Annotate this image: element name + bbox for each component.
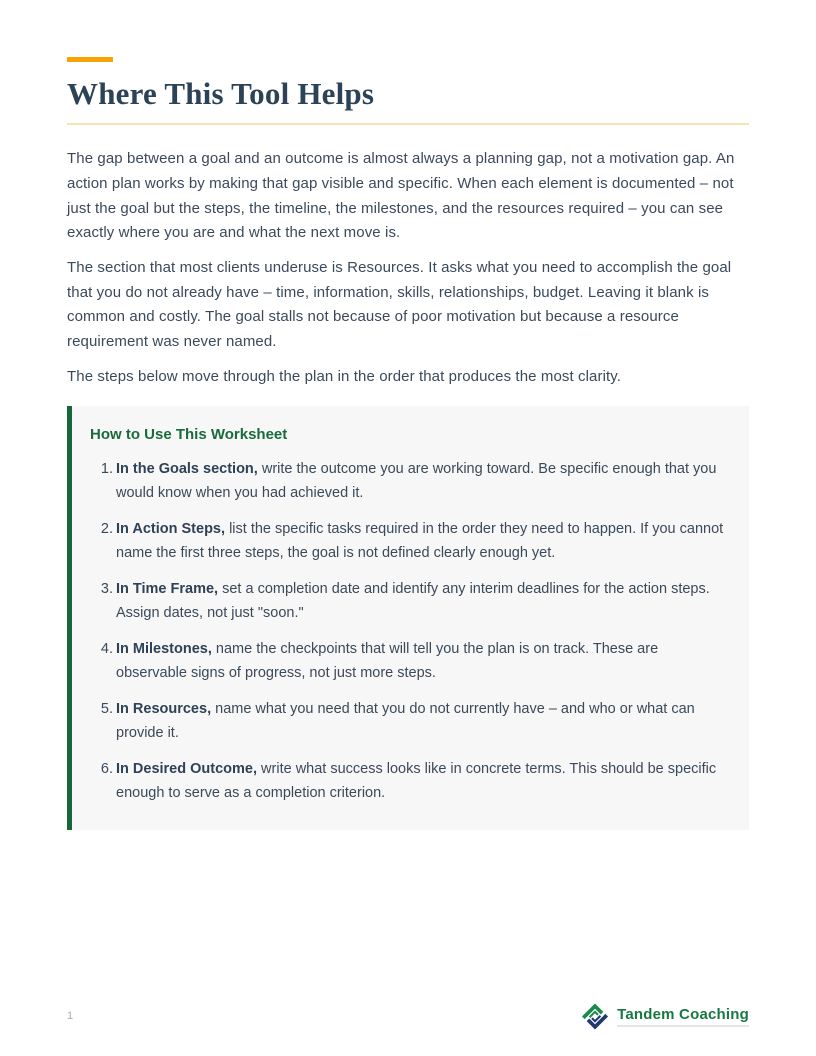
intro-section xyxy=(67,147,749,389)
list-item-body: name what you need that you do not currently have – and who or what can provide it. xyxy=(116,701,695,741)
how-to-use-callout xyxy=(67,406,749,830)
list-item-lead: In Resources, xyxy=(116,701,212,718)
list-item-text xyxy=(116,458,725,505)
list-item-number: 6. xyxy=(100,761,113,778)
title-accent-bar xyxy=(67,57,113,62)
page-number: 1 xyxy=(67,1010,74,1022)
list-item-text xyxy=(116,698,725,745)
list-item-text xyxy=(116,638,725,685)
callout-heading: How to Use This Worksheet xyxy=(90,426,288,444)
list-item-number: 5. xyxy=(100,701,113,718)
callout-steps-list xyxy=(100,458,725,805)
list-item xyxy=(100,518,725,565)
list-item-lead: In Desired Outcome, xyxy=(116,761,258,778)
list-item-body: set a completion date and identify any interim deadlines for the action steps. Assign dates, not just "soon." xyxy=(116,581,710,621)
list-item-number: 1. xyxy=(100,461,113,478)
list-item-text xyxy=(116,578,725,625)
list-item xyxy=(100,638,725,685)
intro-paragraph-2: The section that most clients underuse is Resources. It asks what you need to accomplish the goal that you do not already have – time, information, skills, relationships, budget. Leaving it blank is common and costly. The goal stalls not because of poor motivation but because a resource requirement was never named. xyxy=(67,258,732,351)
list-item-body: write the outcome you are working toward. Be specific enough that you would know when you had achieved it. xyxy=(116,461,717,501)
list-item-number: 3. xyxy=(100,581,113,598)
intro-paragraph-1: The gap between a goal and an outcome is almost always a planning gap, not a motivation gap. An action plan works by making that gap visible and specific. When each element is documented – not just the goal but the steps, the timeline, the milestones, and the resources required – you can see exactly where you are and what the next move is. xyxy=(67,150,735,242)
list-item xyxy=(100,698,725,745)
list-item-body: write what success looks like in concrete terms. This should be specific enough to serve as a completion criterion. xyxy=(116,761,717,801)
list-item-text xyxy=(116,758,725,805)
list-item xyxy=(100,758,725,805)
list-item-body: list the specific tasks required in the order they need to happen. If you cannot name the first three steps, the goal is not defined clearly enough yet. xyxy=(116,521,724,561)
list-item xyxy=(100,458,725,505)
list-item-number: 2. xyxy=(100,521,113,538)
list-item-text xyxy=(116,518,725,565)
page-title: Where This Tool Helps xyxy=(67,76,375,111)
list-item-body: name the checkpoints that will tell you the plan is on track. These are observable signs of progress, not just more steps. xyxy=(116,641,659,681)
list-item-lead: In Milestones, xyxy=(116,641,212,658)
title-underline-rule xyxy=(67,123,749,125)
brand-logo[interactable] xyxy=(581,1003,749,1030)
list-item-number: 4. xyxy=(100,641,113,658)
intro-paragraph-3: The steps below move through the plan in the order that produces the most clarity. xyxy=(67,367,622,385)
list-item-lead: In Time Frame, xyxy=(116,581,219,598)
brand-name: Tandem Coaching xyxy=(617,1006,749,1027)
page-footer xyxy=(67,1000,749,1032)
tandem-diamond-icon xyxy=(581,1003,609,1030)
list-item-lead: In the Goals section, xyxy=(116,461,258,478)
list-item xyxy=(100,578,725,625)
list-item-lead: In Action Steps, xyxy=(116,521,226,538)
